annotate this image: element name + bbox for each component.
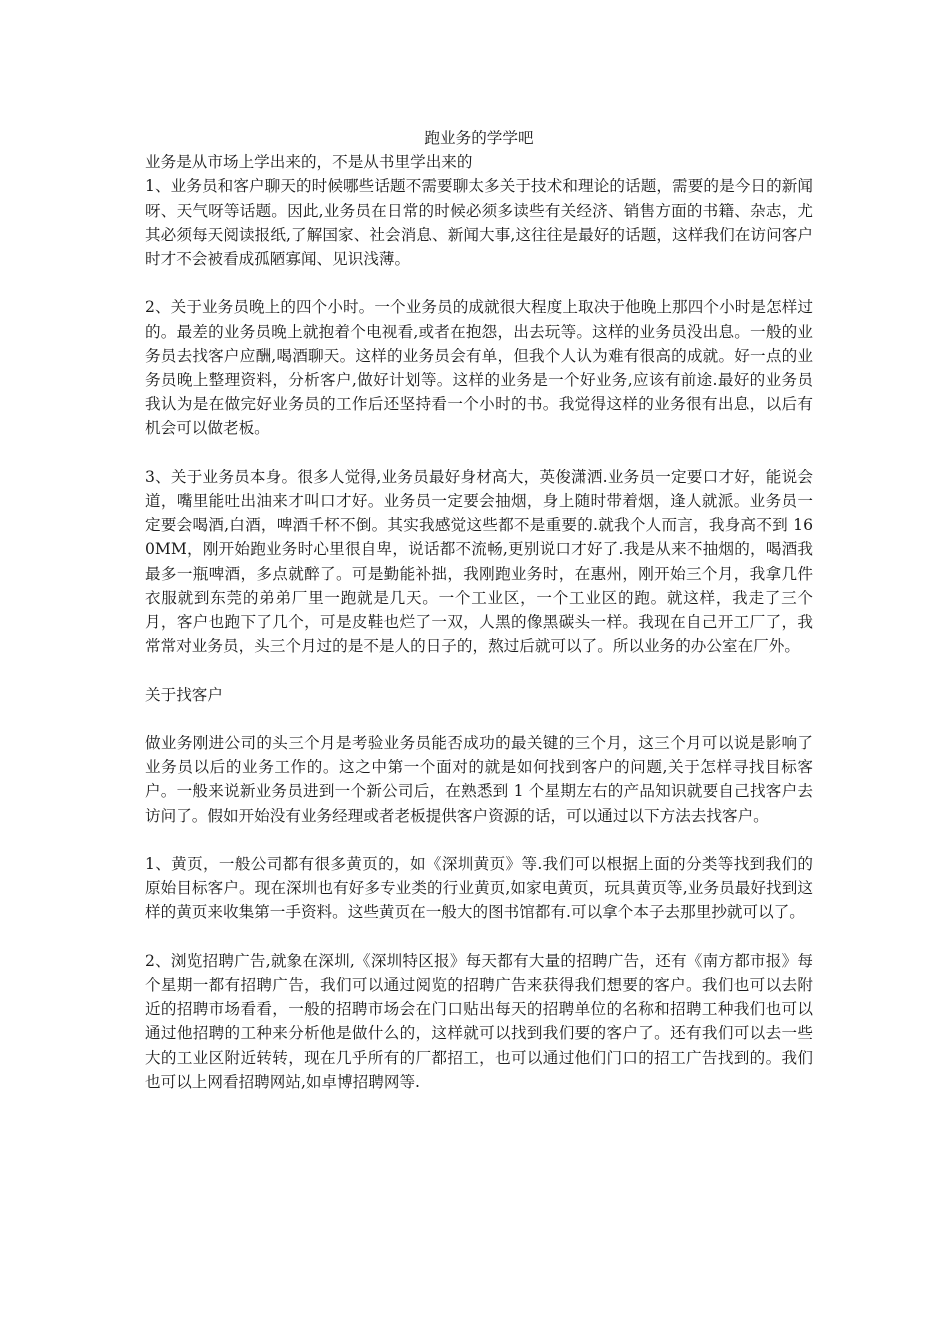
document-title: 跑业务的学学吧 <box>424 129 534 147</box>
paragraph-topics: 1、业务员和客户聊天的时候哪些话题不需要聊太多关于技术和理论的话题，需要的是今日的新闻呀、天气呀等话题。因此,业务员在日常的时候必须多读些有关经济、销售方面的书籍、杂志，尤其必须每天阅读报纸,了解国家、社会消息、新闻大事,这往往是最好的话题，这样我们在访问客户时才不会被看成孤陋寡闻、见识浅薄。 <box>145 177 813 269</box>
paragraph-spacer <box>145 658 813 682</box>
paragraph-spacer <box>145 707 813 731</box>
document-body <box>145 126 813 1094</box>
paragraph-evening-hours: 2、关于业务员晚上的四个小时。一个业务员的成就很大程度上取决于他晚上那四个小时是怎样过的。最差的业务员晚上就抱着个电视看,或者在抱怨，出去玩等。这样的业务员没出息。一般的业务员去找客户应酬,喝酒聊天。这样的业务员会有单，但我个人认为难有很高的成就。好一点的业务员晚上整理资料，分析客户,做好计划等。这样的业务是一个好业务,应该有前途.最好的业务员我认为是在做完好业务员的工作后还坚持看一个小时的书。我觉得这样的业务很有出息，以后有机会可以做老板。 <box>145 298 813 438</box>
paragraph-spacer <box>145 925 813 949</box>
paragraph-salesperson-self: 3、关于业务员本身。很多人觉得,业务员最好身材高大，英俊潇洒.业务员一定要口才好，能说会道，嘴里能吐出油来才叫口才好。业务员一定要会抽烟，身上随时带着烟，逢人就派。业务员一定要会喝酒,白酒，啤酒千杯不倒。其实我感觉这些都不是重要的.就我个人而言，我身高不到 160MM，刚开始跑业务时心里很自卑，说话都不流畅,更别说口才好了.我是从来不抽烟的，喝酒我最多一瓶啤酒，多点就醉了。可是勤能补拙，我刚跑业务时，在惠州，刚开始三个月，我拿几件衣服就到东莞的弟弟厂里一跑就是几天。一个工业区，一个工业区的跑。就这样，我走了三个月，客户也跑下了几个，可是皮鞋也烂了一双，人黑的像黑碳头一样。我现在自己开工厂了，我常常对业务员，头三个月过的是不是人的日子的，熬过后就可以了。所以业务的办公室在厂外。 <box>145 467 813 656</box>
section-heading: 关于找客户 <box>145 685 223 704</box>
paragraph-job-ads: 2、浏览招聘广告,就象在深圳,《深圳特区报》每天都有大量的招聘广告，还有《南方都市报》每个星期一都有招聘广告，我们可以通过阅览的招聘广告来获得我们想要的客户。我们也可以去附近的招聘市场看看，一般的招聘市场会在门口贴出每天的招聘单位的名称和招聘工种我们也可以通过他招聘的工种来分析他是做什么的，这样就可以找到我们要的客户了。还有我们可以去一些大的工业区附近转转，现在几乎所有的厂都招工，也可以通过他们门口的招工广告找到的。我们也可以上网看招聘网站,如卓博招聘网等. <box>145 951 813 1091</box>
paragraph-spacer <box>145 271 813 295</box>
paragraph-spacer <box>145 828 813 852</box>
paragraph-spacer <box>145 441 813 465</box>
paragraph-yellow-pages: 1、黄页，一般公司都有很多黄页的，如《深圳黄页》等.我们可以根据上面的分类等找到我们的原始目标客户。现在深圳也有好多专业类的行业黄页,如家电黄页，玩具黄页等,业务员最好找到这样的黄页来收集第一手资料。这些黄页在一般大的图书馆都有.可以拿个本子去那里抄就可以了。 <box>145 855 813 922</box>
document-subtitle: 业务是从市场上学出来的，不是从书里学出来的 <box>145 153 473 172</box>
paragraph-finding-customers: 做业务刚进公司的头三个月是考验业务员能否成功的最关键的三个月，这三个月可以说是影响了业务员以后的业务工作的。这之中第一个面对的就是如何找到客户的问题,关于怎样寻找目标客户。一般来说新业务员进到一个新公司后，在熟悉到 1 个星期左右的产品知识就要自己找客户去访问了。假如开始没有业务经理或者老板提供客户资源的话，可以通过以下方法去找客户。 <box>145 734 813 825</box>
